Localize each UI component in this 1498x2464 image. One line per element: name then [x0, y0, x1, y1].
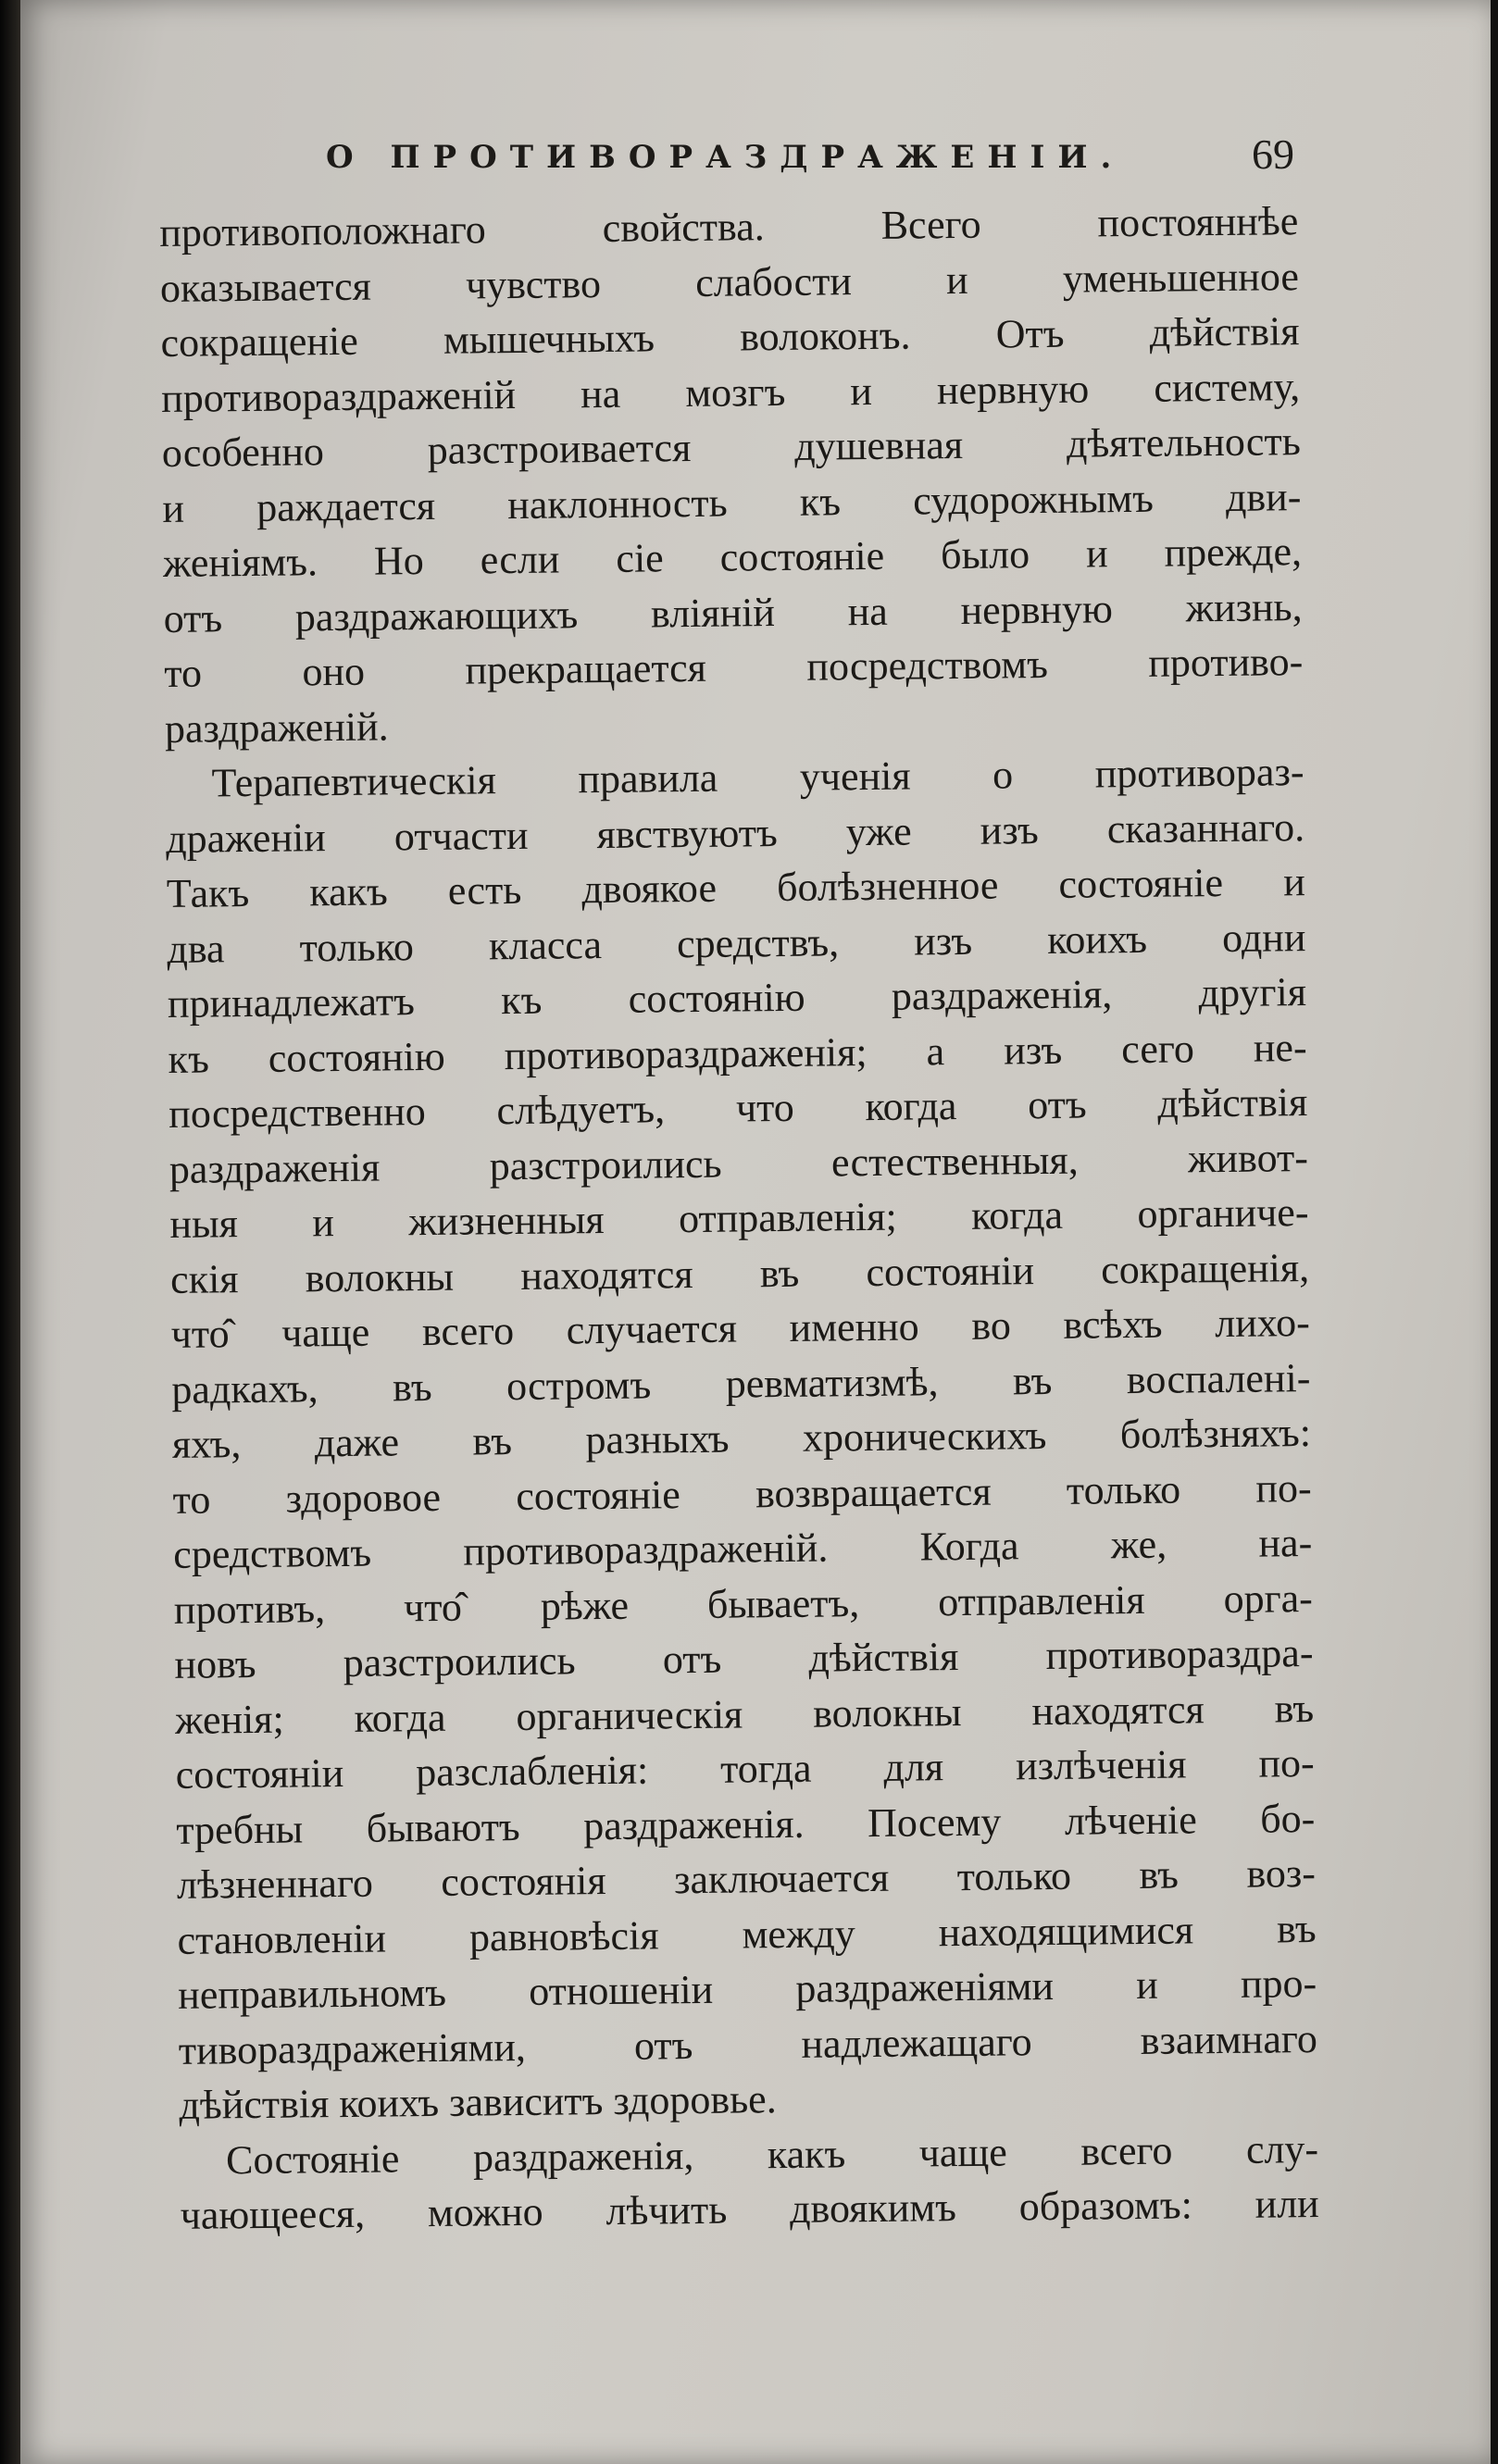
- text-line: тивораздраженіями, отъ надлежащаго взаимнаго: [178, 2015, 1318, 2073]
- page-number: 69: [1252, 131, 1294, 178]
- text-line: Терапевтическія правила ученія о противораз-: [211, 749, 1305, 806]
- text-line: яхъ, даже въ разныхъ хроническихъ болѣзняхъ:: [171, 1410, 1312, 1467]
- text-line: Состояніе раздраженія, какъ чаще всего слу-: [225, 2125, 1319, 2183]
- text-line: раздраженія разстроились естественныя, живот-: [169, 1134, 1309, 1192]
- text-line: радкахъ, въ остромъ ревматизмѣ, въ воспалені-: [171, 1354, 1311, 1412]
- paragraph-2: [165, 744, 1318, 2133]
- book-page: [20, 0, 1491, 2464]
- text-line: противораздраженій на мозгъ и нервную систему,: [160, 363, 1301, 421]
- text-line: скія волокны находятся въ состояніи сокращенія,: [169, 1244, 1310, 1302]
- text-line: и раждается наклонность къ судорожнымъ дви-: [162, 473, 1302, 531]
- text-line: что̂ чаще всего случается именно во всѣхъ лихо-: [170, 1300, 1310, 1357]
- body-text: [159, 193, 1319, 2243]
- text-line: лѣзненнаго состоянія заключается только въ воз-: [176, 1850, 1317, 1908]
- running-title: О ПРОТИВОРАЗДРАЖЕНІИ.: [326, 139, 1125, 176]
- text-line: состояніи разслабленія: тогда для излѣченія по-: [175, 1740, 1315, 1798]
- text-line: новъ разстроились отъ дѣйствія противораздра-: [174, 1630, 1314, 1687]
- text-line: то здоровое состояніе возвращается только по-: [172, 1464, 1312, 1523]
- text-line: къ состоянію противораздраженія; а изъ сего не-: [168, 1024, 1307, 1082]
- text-line: отъ раздражающихъ вліяній на нервную жизнь,: [163, 583, 1303, 641]
- text-line: то оно прекращается посредствомъ противо-: [164, 639, 1304, 696]
- paragraph-1: [159, 193, 1304, 756]
- text-line: оказывается чувство слабости и уменьшенное: [159, 253, 1300, 311]
- text-line: посредственно слѣдуетъ, что когда отъ дѣйствія: [169, 1079, 1308, 1137]
- text-line: женіямъ. Но если сіе состояніе было и прежде,: [162, 529, 1303, 586]
- text-line: становленіи равновѣсія между находящимися въ: [177, 1905, 1317, 1963]
- text-line: дѣйствія коихъ зависитъ здоровье.: [179, 2076, 777, 2128]
- text-line: женія; когда органическія волокны находятся въ: [174, 1685, 1315, 1743]
- text-line: особенно разстроивается душевная дѣятельность: [161, 418, 1301, 476]
- text-line: Такъ какъ есть двоякое болѣзненное состояніе и: [166, 859, 1305, 916]
- text-line: неправильномъ отношеніи раздраженіями и про-: [177, 1960, 1317, 2018]
- text-line: противоположнаго свойства. Всего постояннѣе: [159, 198, 1299, 255]
- text-line: сокращеніе мышечныхъ волоконъ. Отъ дѣйствія: [160, 308, 1300, 366]
- text-line: драженіи отчасти явствуютъ уже изъ сказаннаго.: [165, 803, 1305, 862]
- text-line: раздраженій.: [164, 703, 389, 752]
- paragraph-3: [180, 2122, 1319, 2244]
- book-spine-edge: [0, 0, 20, 2464]
- text-line: средствомъ противораздраженій. Когда же, на-: [173, 1520, 1313, 1577]
- text-line: принадлежатъ къ состоянію раздраженія, другія: [167, 969, 1307, 1027]
- text-line: ныя и жизненныя отправленія; когда органиче-: [169, 1189, 1309, 1247]
- text-line: требны бываютъ раздраженія. Посему лѣченіе бо-: [176, 1795, 1316, 1853]
- text-line: два только класса средствъ, изъ коихъ одни: [167, 914, 1306, 972]
- text-line: чающееся, можно лѣчить двоякимъ образомъ: или: [180, 2181, 1319, 2238]
- text-line: противъ, что̂ рѣже бываетъ, отправленія орга-: [173, 1574, 1314, 1633]
